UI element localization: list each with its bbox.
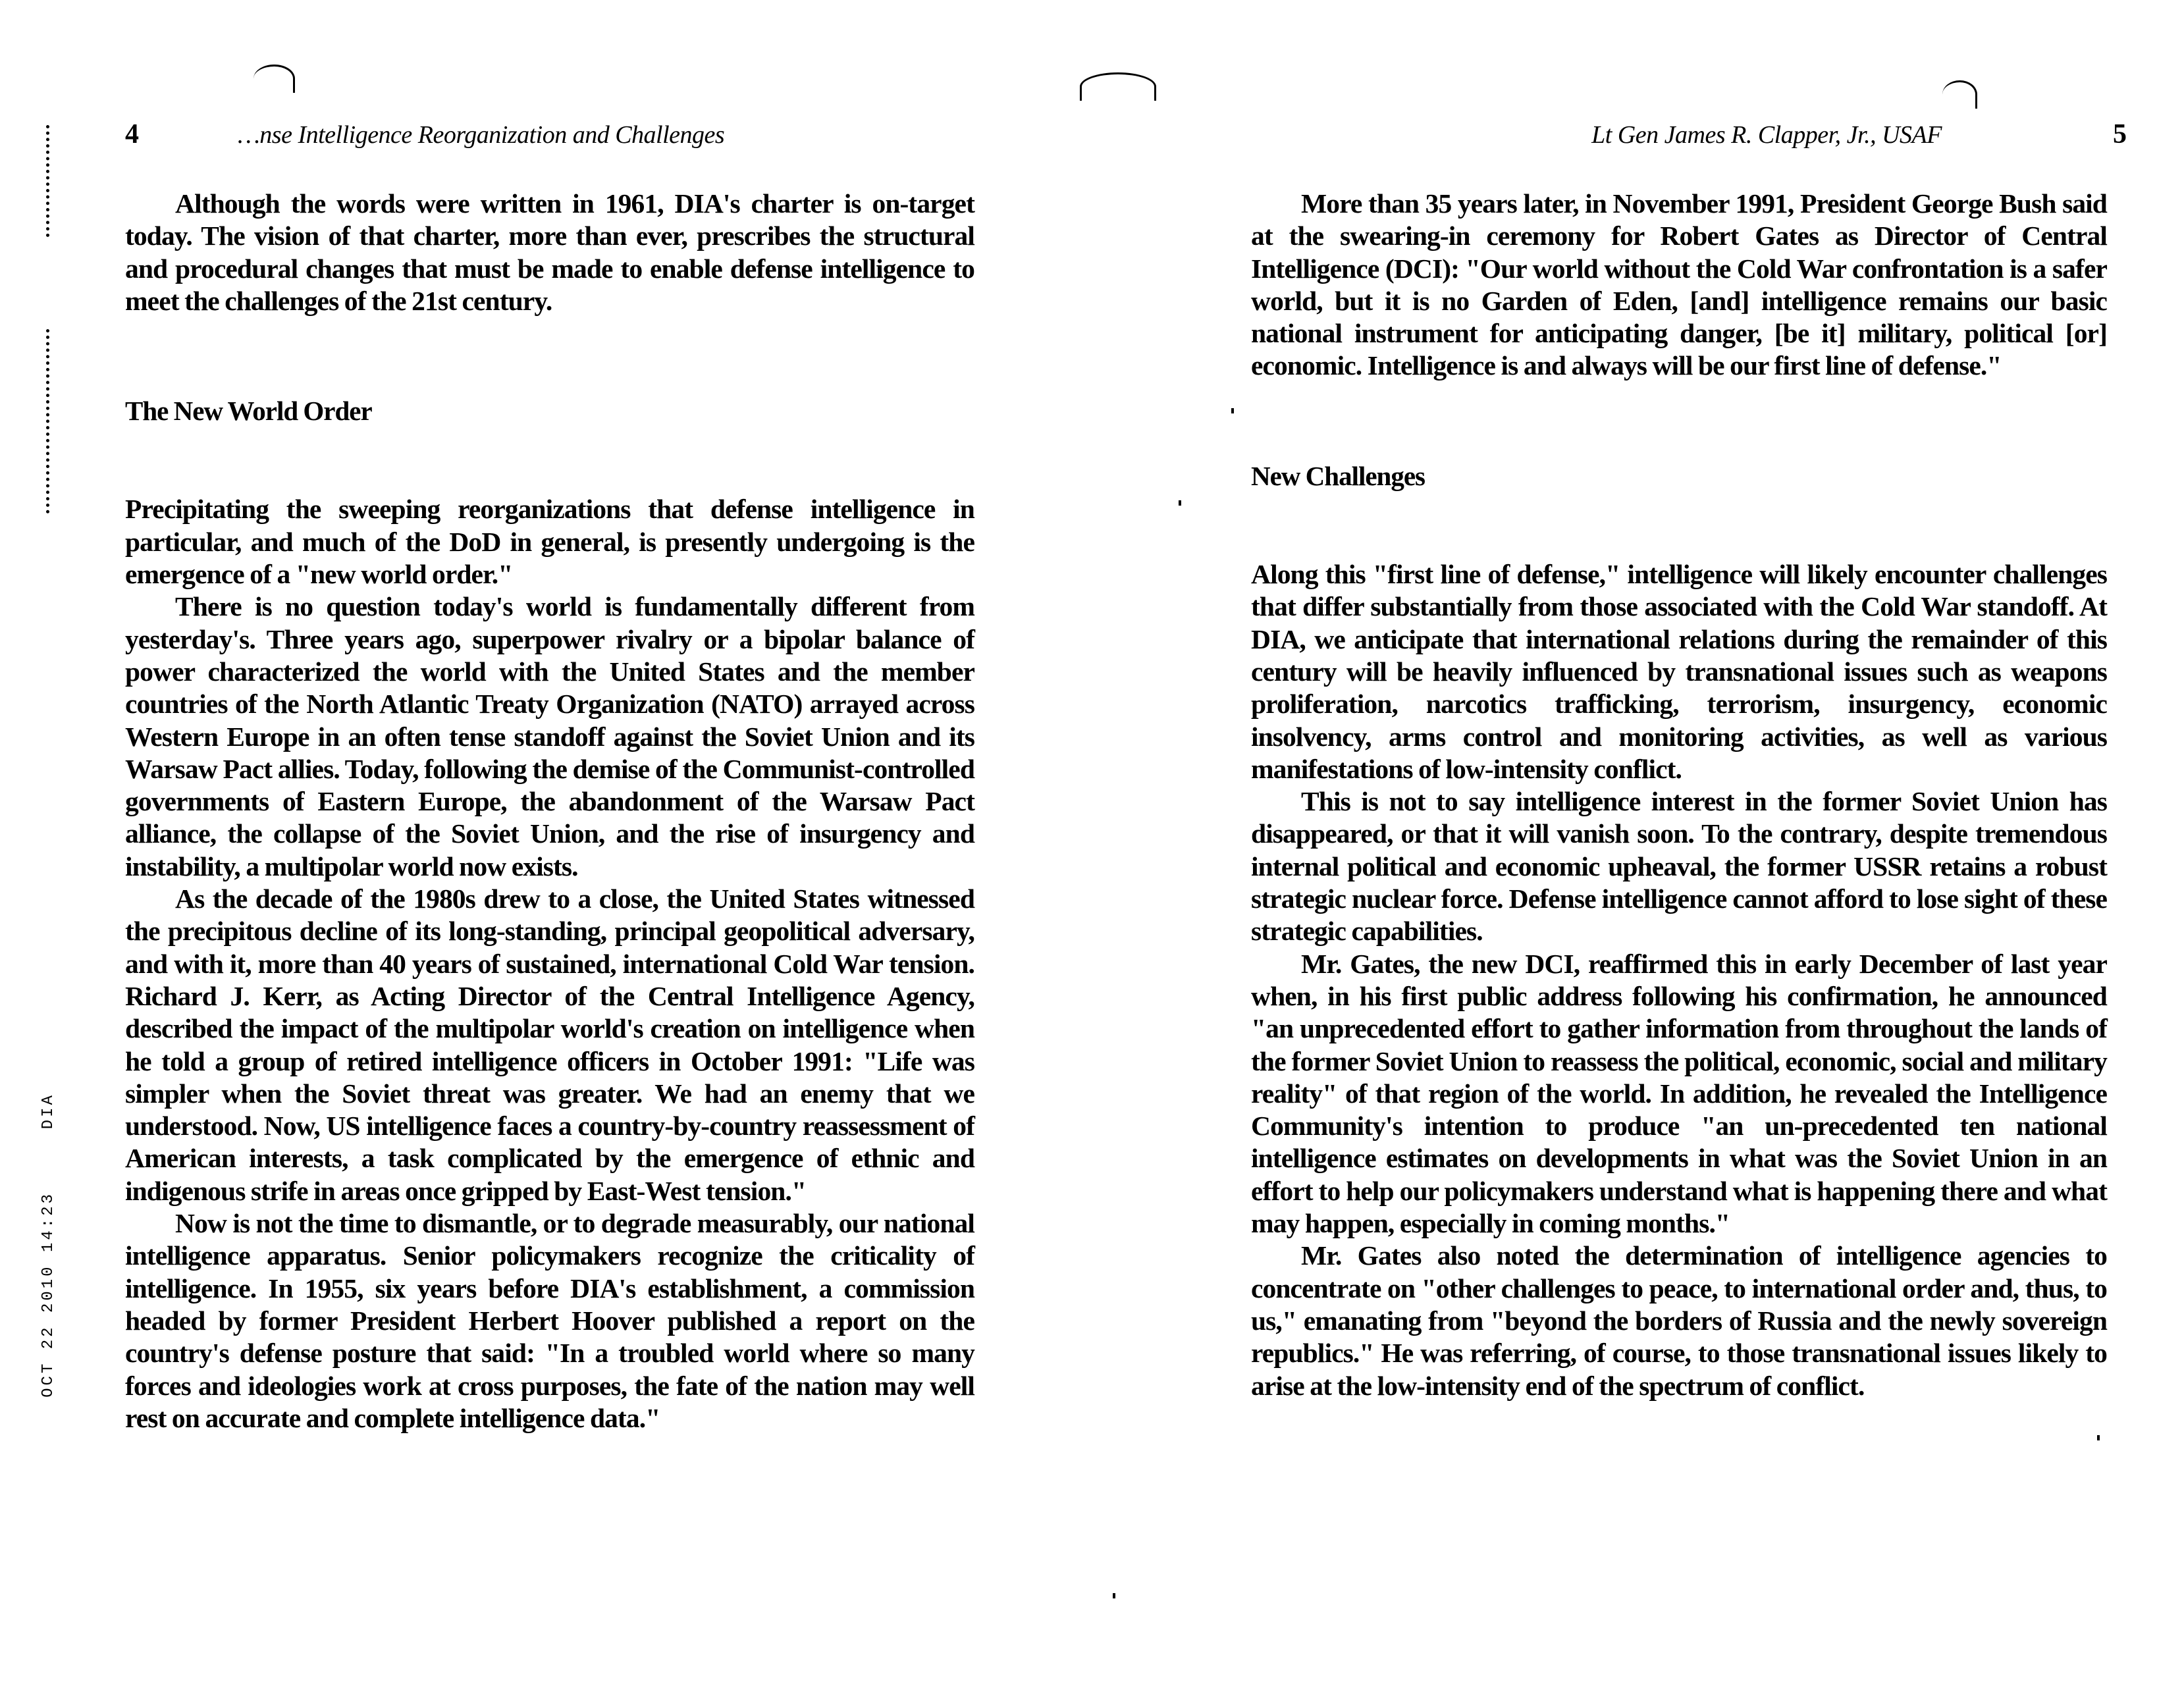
body-paragraph: Mr. Gates also noted the determination of intelligence agencies to concentrate on "other challenges to peace, to international order and, thus, to us," emanating from "beyond the borders of Russia and the newly sovereign republics." He was referring, of course, to those transnational issues likely to arise at the low-intensity end of the spectrum of conflict. [1251,1240,2107,1401]
intro-paragraph: More than 35 years later, in November 1991, President George Bush said at the swearing-in ceremony for Robert Gates as Director of Central Intelligence (DCI): "Our world without the Cold War confrontation is a safer world, but it is no Garden of Eden, [and] intelligence remains our basic national instrument for anticipating danger, [be it] military, political [or] economic. Intelligence is and always will be our first line of defense." [1251,188,2107,381]
page-number: 4 [125,119,139,149]
body-paragraph: Mr. Gates, the new DCI, reaffirmed this in early December of last year when, in his first public address following his confirmation, he announced "an unprecedented effort to gather information from throughout the lands of the former Soviet Union to reassess the political, economic, social and military reality" of that region of the world. In addition, he revealed the Intelligence Community's intention to produce "an un-precedented ten national intelligence estimates on developments in what was the Soviet Union in an effort to help our policymakers understand what is happening there and what may happen, especially in coming months." [1251,948,2107,1239]
body-paragraph: Now is not the time to dismantle, or to degrade measurably, our national intelligence apparatus. Senior policymakers recognize the criticality of intelligence. In 1955, six years before DIA's establishment, a commission headed by former President Herbert Hoover published a report on the country's defense posture that said: "In a troubled world where so many forces and ideologies work at cross purposes, the fate of the nation may well rest on accurate and complete intelligence data." [125,1208,974,1433]
section-heading: New Challenges [1251,460,1425,491]
section-heading: The New World Order [125,396,372,427]
binding-mark [46,125,53,237]
text-column-left [125,188,974,1434]
page-number: 5 [2113,119,2127,149]
running-head-left [125,118,974,165]
running-head-title: Lt Gen James R. Clapper, Jr., USAF [1591,121,1942,149]
spacer [125,427,974,493]
spacer [1251,492,2107,558]
body-paragraph: Precipitating the sweeping reorganizations that defense intelligence in particular, and much of the DoD in general, is presently undergoing is the emergence of a "new world order." [125,494,974,590]
intro-paragraph: Although the words were written in 1961, DIA's charter is on-target today. The vision of that charter, more than ever, prescribes the structural and procedural changes that must be made to enable defense intelligence to meet the challenges of the 21st century. [125,188,974,316]
text-column-right [1251,188,2107,1402]
fax-stamp-agency: DIA [40,1093,57,1130]
spacer [125,317,974,395]
binding-mark [46,329,53,513]
body-paragraph: There is no question today's world is fundamentally different from yesterday's. Three years ago, superpower rivalry or a bipolar balance of power characterized the world with the United States and the member countries of the North Atlantic Treaty Organization (NATO) arrayed across Western Europe in an often tense standoff against the Soviet Union and its Warsaw Pact allies. Today, following the demise of the Communist-controlled governments of Eastern Europe, the abandonment of the Warsaw Pact alliance, the collapse of the Soviet Union, and the rise of insurgency and instability, a multipolar world now exists. [125,591,974,881]
fax-stamp-datetime: OCT 22 2010 14:23 [40,1192,57,1398]
body-paragraph: This is not to say intelligence interest in the former Soviet Union has disappeared, or that it will vanish soon. To the contrary, despite tremendous internal political and economic upheaval, the former USSR retains a robust strategic nuclear force. Defense intelligence cannot afford to lose sight of these strategic capabilities. [1251,786,2107,947]
left-page [0,0,1080,1684]
body-paragraph: Along this "first line of defense," intelligence will likely encounter challenges that differ substantially from those associated with the Cold War standoff. At DIA, we anticipate that international relations during the remainder of this century will be heavily influenced by transnational issues such as weapons proliferation, narcotics trafficking, terrorism, insurgency, economic insolvency, arms control and monitoring activities, as well as various manifestations of low-intensity conflict. [1251,559,2107,784]
body-paragraph: As the decade of the 1980s drew to a close, the United States witnessed the precipitous decline of its long-standing, principal geopolitical adversary, and with it, more than 40 years of sustained, international Cold War tension. Richard J. Kerr, as Acting Director of the Central Intelligence Agency, described the impact of the multipolar world's creation on intelligence when he told a group of retired intelligence officers in October 1991: "Life was simpler when the Soviet threat was greater. We had an enemy that we understood. Now, US intelligence faces a country-by-country reassessment of American interests, a task complicated by the emergence of ethnic and indigenous strife in areas once gripped by East-West tension." [125,883,974,1206]
right-page [1080,0,2184,1684]
running-head-title: …nse Intelligence Reorganization and Challenges [238,121,725,149]
running-head-right [1449,118,2127,165]
spacer [1251,382,2107,460]
